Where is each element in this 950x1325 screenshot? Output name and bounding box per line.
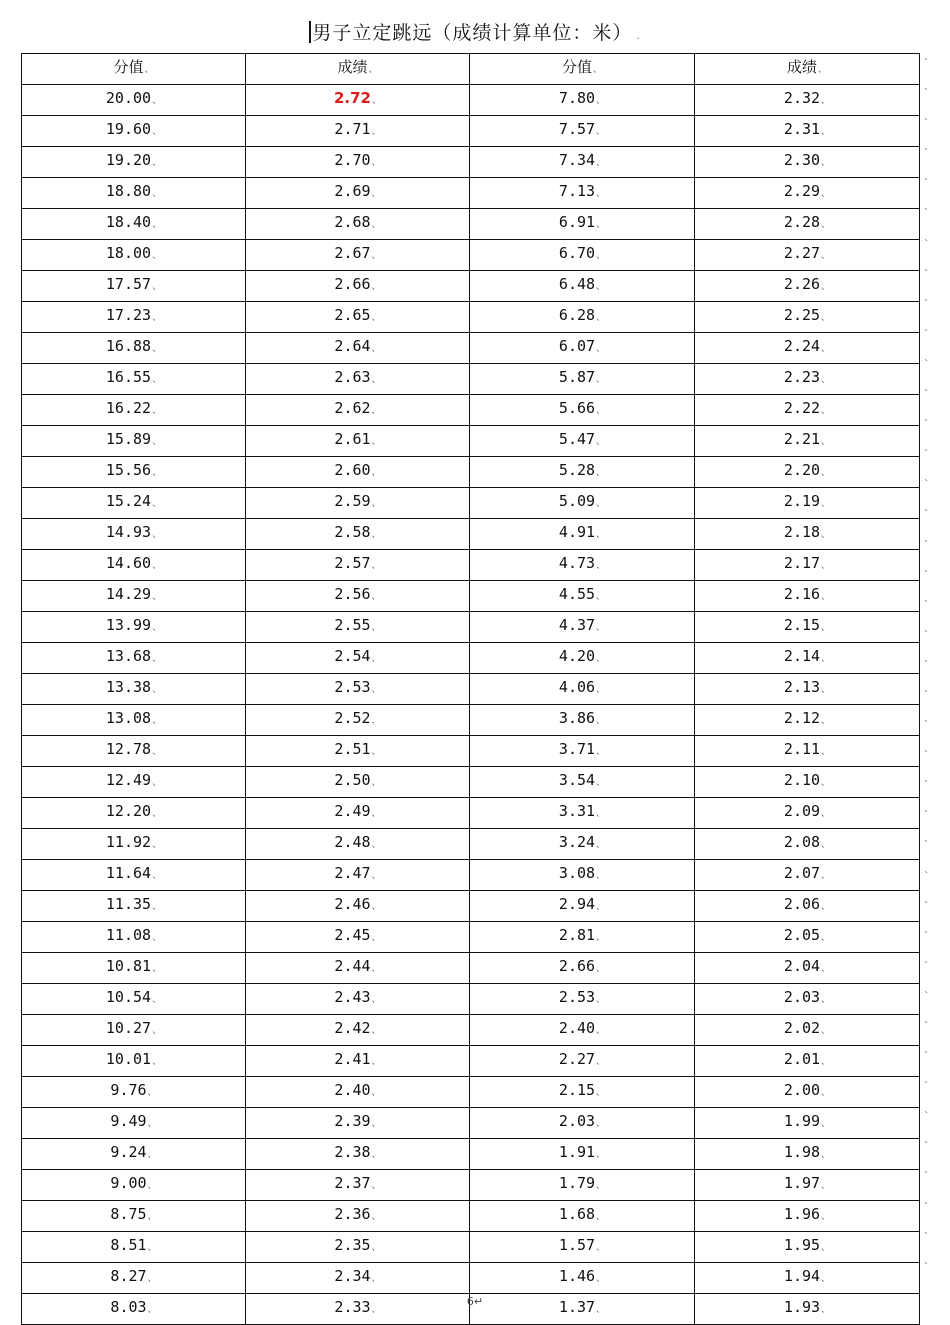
score-cell: 9.24、 — [22, 1139, 246, 1170]
row-end-marks — [924, 53, 944, 1287]
score-cell: 12.78、 — [22, 736, 246, 767]
score-cell: 4.91、 — [470, 519, 695, 550]
table-row — [22, 333, 920, 364]
score-cell: 18.40、 — [22, 209, 246, 240]
row-end-mark: ` — [924, 1201, 929, 1213]
result-cell: 2.21、 — [695, 426, 920, 457]
result-cell: 2.15、 — [695, 612, 920, 643]
row-end-mark: ` — [924, 358, 929, 370]
result-cell: 2.20、 — [695, 457, 920, 488]
row-end-mark: ` — [924, 208, 929, 220]
result-cell: 2.03、 — [695, 984, 920, 1015]
table-row — [22, 953, 920, 984]
table-row — [22, 488, 920, 519]
table-row — [22, 860, 920, 891]
score-cell: 8.03、 — [22, 1294, 246, 1325]
result-cell: 1.95、 — [695, 1232, 920, 1263]
table-row — [22, 209, 920, 240]
score-cell: 11.64、 — [22, 860, 246, 891]
result-cell: 2.31、 — [695, 116, 920, 147]
score-cell: 2.66、 — [470, 953, 695, 984]
result-cell: 2.23、 — [695, 364, 920, 395]
row-end-mark: ` — [924, 238, 929, 250]
result-cell: 2.13、 — [695, 674, 920, 705]
table-row — [22, 984, 920, 1015]
table-body — [22, 85, 920, 1325]
score-cell: 5.66、 — [470, 395, 695, 426]
result-cell: 2.16、 — [695, 581, 920, 612]
result-cell: 2.48、 — [246, 829, 470, 860]
score-cell: 12.20、 — [22, 798, 246, 829]
row-end-mark: ` — [924, 419, 929, 431]
row-end-mark: ` — [924, 268, 929, 280]
result-cell: 2.66、 — [246, 271, 470, 302]
result-cell: 1.99、 — [695, 1108, 920, 1139]
table-row — [22, 1139, 920, 1170]
score-cell: 1.68、 — [470, 1201, 695, 1232]
score-cell: 2.94、 — [470, 891, 695, 922]
row-end-mark: ` — [924, 178, 929, 190]
score-cell: 18.80、 — [22, 178, 246, 209]
result-cell: 2.01、 — [695, 1046, 920, 1077]
table-row — [22, 426, 920, 457]
result-cell: 2.60、 — [246, 457, 470, 488]
score-cell: 6.91、 — [470, 209, 695, 240]
result-cell: 1.94、 — [695, 1263, 920, 1294]
result-cell: 2.10、 — [695, 767, 920, 798]
result-cell: 2.64、 — [246, 333, 470, 364]
score-cell: 1.91、 — [470, 1139, 695, 1170]
table-row — [22, 457, 920, 488]
result-cell: 2.65、 — [246, 302, 470, 333]
table-row — [22, 643, 920, 674]
result-cell: 2.28、 — [695, 209, 920, 240]
result-cell: 2.33、 — [246, 1294, 470, 1325]
result-cell: 2.44、 — [246, 953, 470, 984]
table-row — [22, 736, 920, 767]
score-cell: 5.09、 — [470, 488, 695, 519]
result-cell: 2.50、 — [246, 767, 470, 798]
table-row — [22, 1170, 920, 1201]
header-result-2: 成绩、 — [695, 54, 920, 85]
row-end-mark: ` — [924, 1051, 929, 1063]
result-cell: 2.12、 — [695, 705, 920, 736]
score-cell: 4.73、 — [470, 550, 695, 581]
result-cell: 2.37、 — [246, 1170, 470, 1201]
table-row — [22, 240, 920, 271]
score-cell: 13.38、 — [22, 674, 246, 705]
result-cell: 2.41、 — [246, 1046, 470, 1077]
row-end-mark: ` — [924, 1231, 929, 1243]
document-title-text: 男子立定跳远（成绩计算单位：米） — [312, 22, 633, 44]
score-cell: 17.23、 — [22, 302, 246, 333]
result-cell: 2.43、 — [246, 984, 470, 1015]
table-row — [22, 1263, 920, 1294]
score-cell: 10.54、 — [22, 984, 246, 1015]
result-cell: 2.00、 — [695, 1077, 920, 1108]
header-score-1: 分值、 — [22, 54, 246, 85]
score-cell: 10.81、 — [22, 953, 246, 984]
score-cell: 13.68、 — [22, 643, 246, 674]
score-cell: 1.57、 — [470, 1232, 695, 1263]
result-cell: 2.46、 — [246, 891, 470, 922]
score-cell: 3.31、 — [470, 798, 695, 829]
document-title — [0, 18, 950, 48]
score-cell: 7.57、 — [470, 116, 695, 147]
score-cell: 15.56、 — [22, 457, 246, 488]
result-cell: 2.45、 — [246, 922, 470, 953]
score-cell: 11.35、 — [22, 891, 246, 922]
table-row — [22, 798, 920, 829]
table-row — [22, 178, 920, 209]
row-end-mark: ` — [924, 659, 929, 671]
result-cell: 2.02、 — [695, 1015, 920, 1046]
result-cell: 2.42、 — [246, 1015, 470, 1046]
score-cell: 1.79、 — [470, 1170, 695, 1201]
table-row — [22, 674, 920, 705]
result-cell: 2.24、 — [695, 333, 920, 364]
row-end-mark: ` — [924, 1171, 929, 1183]
row-end-mark: ` — [924, 569, 929, 581]
result-cell: 2.53、 — [246, 674, 470, 705]
result-cell: 2.52、 — [246, 705, 470, 736]
result-cell: 2.06、 — [695, 891, 920, 922]
result-cell: 2.71、 — [246, 116, 470, 147]
score-cell: 7.80、 — [470, 85, 695, 116]
result-cell: 2.14、 — [695, 643, 920, 674]
table-row — [22, 1108, 920, 1139]
score-cell: 2.53、 — [470, 984, 695, 1015]
score-cell: 10.01、 — [22, 1046, 246, 1077]
row-end-mark: ` — [924, 990, 929, 1002]
result-cell: 2.18、 — [695, 519, 920, 550]
paragraph-mark: . — [636, 31, 641, 42]
result-cell: 2.56、 — [246, 581, 470, 612]
score-cell: 4.37、 — [470, 612, 695, 643]
table-row — [22, 364, 920, 395]
result-cell: 2.22、 — [695, 395, 920, 426]
row-end-mark: ` — [924, 328, 929, 340]
result-cell: 2.30、 — [695, 147, 920, 178]
score-cell: 14.60、 — [22, 550, 246, 581]
table-row — [22, 1015, 920, 1046]
row-end-mark: ` — [924, 689, 929, 701]
score-cell: 14.93、 — [22, 519, 246, 550]
score-cell: 15.24、 — [22, 488, 246, 519]
result-cell: 2.27、 — [695, 240, 920, 271]
score-cell: 5.28、 — [470, 457, 695, 488]
score-cell: 1.46、 — [470, 1263, 695, 1294]
row-end-mark: ` — [924, 1021, 929, 1032]
result-cell: 1.97、 — [695, 1170, 920, 1201]
score-cell: 6.70、 — [470, 240, 695, 271]
result-cell: 2.07、 — [695, 860, 920, 891]
result-cell: 2.39、 — [246, 1108, 470, 1139]
row-end-mark: ` — [924, 509, 929, 521]
result-cell: 2.61、 — [246, 426, 470, 457]
result-cell: 2.19、 — [695, 488, 920, 519]
table-row — [22, 85, 920, 116]
result-cell: 2.29、 — [695, 178, 920, 209]
score-cell: 11.92、 — [22, 829, 246, 860]
row-end-mark: ` — [924, 389, 929, 401]
score-cell: 6.07、 — [470, 333, 695, 364]
row-end-mark: ` — [924, 599, 929, 611]
table-row — [22, 116, 920, 147]
score-cell: 16.55、 — [22, 364, 246, 395]
row-end-mark: ` — [924, 1081, 929, 1093]
score-cell: 3.86、 — [470, 705, 695, 736]
row-end-mark: ` — [924, 629, 929, 641]
score-cell: 2.40、 — [470, 1015, 695, 1046]
result-cell: 2.67、 — [246, 240, 470, 271]
result-cell: 1.93、 — [695, 1294, 920, 1325]
table-row — [22, 271, 920, 302]
result-cell: 2.26、 — [695, 271, 920, 302]
score-cell: 3.71、 — [470, 736, 695, 767]
row-end-mark: ` — [924, 539, 929, 551]
score-cell: 3.54、 — [470, 767, 695, 798]
score-cell: 19.20、 — [22, 147, 246, 178]
result-cell: 2.72、 — [246, 85, 470, 116]
table-row — [22, 519, 920, 550]
score-table — [21, 53, 920, 1325]
result-cell: 2.25、 — [695, 302, 920, 333]
table-row — [22, 891, 920, 922]
score-cell: 14.29、 — [22, 581, 246, 612]
result-cell: 2.63、 — [246, 364, 470, 395]
row-end-mark: ` — [924, 58, 929, 69]
score-cell: 4.06、 — [470, 674, 695, 705]
row-end-mark: ` — [924, 298, 929, 310]
score-cell: 1.37、 — [470, 1294, 695, 1325]
score-cell: 6.48、 — [470, 271, 695, 302]
row-end-mark: ` — [924, 750, 929, 762]
score-cell: 8.75、 — [22, 1201, 246, 1232]
result-cell: 2.40、 — [246, 1077, 470, 1108]
table-row — [22, 1232, 920, 1263]
table-row — [22, 1046, 920, 1077]
row-end-mark: ` — [924, 1141, 929, 1153]
score-cell: 8.27、 — [22, 1263, 246, 1294]
row-end-mark: ` — [924, 118, 929, 130]
result-cell: 2.34、 — [246, 1263, 470, 1294]
result-cell: 2.04、 — [695, 953, 920, 984]
table-row — [22, 302, 920, 333]
result-cell: 2.38、 — [246, 1139, 470, 1170]
score-cell: 2.81、 — [470, 922, 695, 953]
result-cell: 2.47、 — [246, 860, 470, 891]
table-row — [22, 147, 920, 178]
score-cell: 4.20、 — [470, 643, 695, 674]
score-cell: 9.00、 — [22, 1170, 246, 1201]
score-cell: 7.34、 — [470, 147, 695, 178]
score-cell: 2.27、 — [470, 1046, 695, 1077]
score-cell: 9.76、 — [22, 1077, 246, 1108]
result-cell: 2.55、 — [246, 612, 470, 643]
row-end-mark: ` — [924, 960, 929, 972]
score-cell: 15.89、 — [22, 426, 246, 457]
result-cell: 2.49、 — [246, 798, 470, 829]
row-end-mark: ` — [924, 1111, 929, 1123]
score-cell: 4.55、 — [470, 581, 695, 612]
score-cell: 12.49、 — [22, 767, 246, 798]
score-cell: 2.15、 — [470, 1077, 695, 1108]
result-cell: 2.51、 — [246, 736, 470, 767]
result-cell: 1.98、 — [695, 1139, 920, 1170]
row-end-mark: ` — [924, 449, 929, 461]
result-cell: 2.68、 — [246, 209, 470, 240]
result-cell: 2.11、 — [695, 736, 920, 767]
result-cell: 2.05、 — [695, 922, 920, 953]
score-cell: 5.47、 — [470, 426, 695, 457]
result-cell: 2.57、 — [246, 550, 470, 581]
score-cell: 10.27、 — [22, 1015, 246, 1046]
table-row — [22, 612, 920, 643]
row-end-mark: ` — [924, 810, 929, 822]
table-row — [22, 1077, 920, 1108]
result-cell: 2.32、 — [695, 85, 920, 116]
result-cell: 2.17、 — [695, 550, 920, 581]
result-cell: 2.62、 — [246, 395, 470, 426]
table-row — [22, 395, 920, 426]
result-cell: 2.09、 — [695, 798, 920, 829]
row-end-mark: ` — [924, 780, 929, 792]
score-cell: 16.88、 — [22, 333, 246, 364]
page-number: 6↵ — [466, 1295, 484, 1308]
score-cell: 7.13、 — [470, 178, 695, 209]
row-end-mark: ` — [924, 900, 929, 912]
score-cell: 18.00、 — [22, 240, 246, 271]
row-end-mark: ` — [924, 1261, 929, 1273]
result-cell: 2.08、 — [695, 829, 920, 860]
score-cell: 5.87、 — [470, 364, 695, 395]
score-cell: 16.22、 — [22, 395, 246, 426]
row-end-mark: ` — [924, 720, 929, 732]
score-cell: 11.08、 — [22, 922, 246, 953]
row-end-mark: ` — [924, 479, 929, 491]
result-cell: 2.36、 — [246, 1201, 470, 1232]
score-cell: 2.03、 — [470, 1108, 695, 1139]
row-end-mark: ` — [924, 840, 929, 852]
row-end-mark: ` — [924, 88, 929, 100]
row-end-mark: ` — [924, 930, 929, 942]
table-row — [22, 550, 920, 581]
score-cell: 9.49、 — [22, 1108, 246, 1139]
score-cell: 13.99、 — [22, 612, 246, 643]
row-end-mark: ` — [924, 148, 929, 160]
result-cell: 2.70、 — [246, 147, 470, 178]
score-cell: 20.00、 — [22, 85, 246, 116]
header-score-2: 分值、 — [470, 54, 695, 85]
result-cell: 2.35、 — [246, 1232, 470, 1263]
table-row — [22, 581, 920, 612]
score-cell: 13.08、 — [22, 705, 246, 736]
table-row — [22, 922, 920, 953]
score-cell: 3.24、 — [470, 829, 695, 860]
table-row — [22, 767, 920, 798]
score-cell: 8.51、 — [22, 1232, 246, 1263]
result-cell: 2.58、 — [246, 519, 470, 550]
row-end-mark: ` — [924, 870, 929, 882]
result-cell: 2.69、 — [246, 178, 470, 209]
score-cell: 17.57、 — [22, 271, 246, 302]
table-row — [22, 705, 920, 736]
score-cell: 19.60、 — [22, 116, 246, 147]
header-result-1: 成绩、 — [246, 54, 470, 85]
score-cell: 6.28、 — [470, 302, 695, 333]
result-cell: 2.59、 — [246, 488, 470, 519]
table-row — [22, 829, 920, 860]
table-row — [22, 1201, 920, 1232]
result-cell: 1.96、 — [695, 1201, 920, 1232]
score-cell: 3.08、 — [470, 860, 695, 891]
result-cell: 2.54、 — [246, 643, 470, 674]
table-header-row — [22, 54, 920, 85]
